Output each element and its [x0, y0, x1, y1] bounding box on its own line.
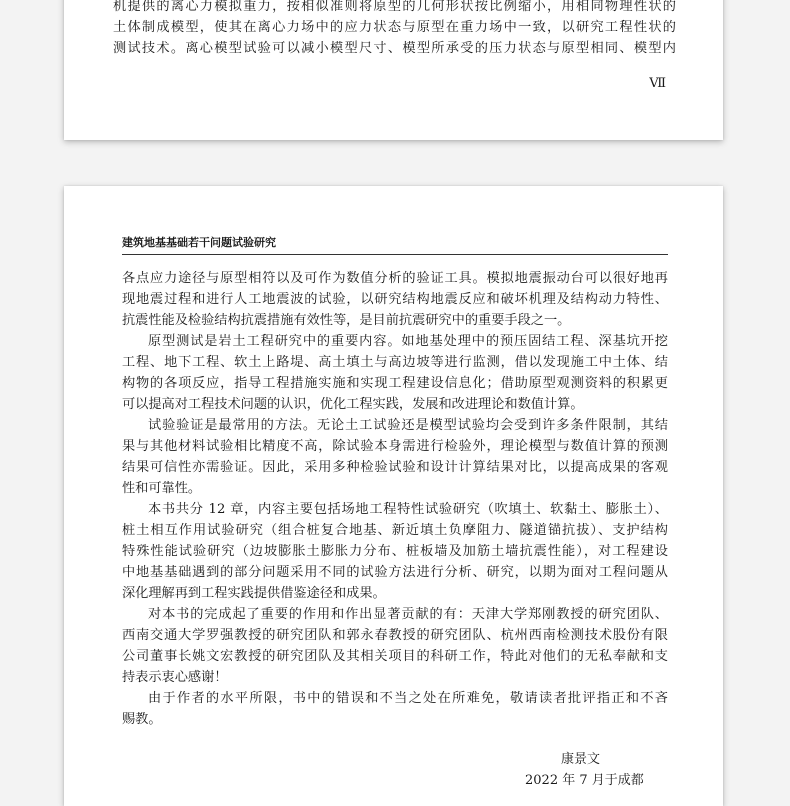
text-line: 构物的各项反应，指导工程措施实施和实现工程建设信息化；借助原型观测资料的积累更	[122, 376, 668, 391]
text-line: 对本书的完成起了重要的作用和作出显著贡献的有：天津大学郑刚教授的研究团队、	[148, 607, 668, 622]
text-line: 深化理解再到工程实践提供借鉴途径和成果。	[122, 586, 386, 601]
text-line: 持表示衷心感谢！	[122, 670, 228, 685]
text-line: 果与其他材料试验相比精度不高，除试验本身需进行检验外，理论模型与数值计算的预测	[122, 439, 668, 454]
text-line: 工程、地下工程、软土上路堤、高土填土与高边坡等进行监测，借以发现施工中土体、结	[122, 355, 668, 370]
text-line: 结果可信性亦需验证。因此，采用多种检验试验和设计计算结果对比，以提高成果的客观	[122, 460, 668, 475]
text-line: 西南交通大学罗强教授的研究团队和郭永春教授的研究团队、杭州西南检测技术股份有限	[122, 628, 668, 643]
text-line: 抗震性能及检验结构抗震措施有效性等，是目前抗震研究中的重要手段之一。	[122, 313, 571, 328]
text-line: 机提供的离心力模拟重力，按相似准则将原型的几何形状按比例缩小，用相同物理性状的	[113, 0, 676, 14]
text-line: 本书共分 12 章，内容主要包括场地工程特性试验研究（吹填土、软黏土、膨胀土）、	[148, 502, 668, 517]
text-line: 可以提高对工程技术问题的认识，优化工程实践，发展和改进理论和数值计算。	[122, 397, 584, 412]
text-line: 各点应力途径与原型相符以及可作为数值分析的验证工具。模拟地震振动台可以很好地再	[122, 271, 668, 286]
text-line: 现地震过程和进行人工地震波的试验，以研究结构地震反应和破坏机理及结构动力特性、	[122, 292, 668, 307]
previous-page-text	[113, 0, 676, 59]
text-line: 性和可靠性。	[122, 481, 202, 496]
text-line: 由于作者的水平所限，书中的错误和不当之处在所难免，敬请读者批评指正和不吝	[148, 691, 668, 706]
signature-date: 2022 年 7 月于成都	[525, 773, 644, 788]
text-line: 土体制成模型，使其在离心力场中的应力状态与原型在重力场中一致，以研究工程性状的	[113, 20, 676, 35]
text-line: 测试技术。离心模型试验可以减小模型尺寸、模型所承受的压力状态与原型相同、模型内	[113, 41, 676, 56]
text-line: 赐教。	[122, 712, 162, 727]
running-head: 建筑地基基础若干问题试验研究	[122, 234, 668, 255]
author-signature: 康景文	[561, 752, 601, 767]
page-body	[122, 268, 668, 730]
current-page	[64, 186, 723, 806]
text-line: 桩土相互作用试验研究（组合桩复合地基、新近填土负摩阻力、隧道锚抗拔）、支护结构	[122, 523, 668, 538]
text-line: 特殊性能试验研究（边坡膨胀土膨胀力分布、桩板墙及加筋土墙抗震性能），对工程建设	[122, 544, 668, 559]
text-line: 中地基基础遇到的部分问题采用不同的试验方法进行分析、研究，以期为面对工程问题从	[122, 565, 668, 580]
page-number: Ⅶ	[649, 76, 667, 91]
text-line: 试验验证是最常用的方法。无论土工试验还是模型试验均会受到许多条件限制，其结	[148, 418, 668, 433]
text-line: 原型测试是岩土工程研究中的重要内容。如地基处理中的预压固结工程、深基坑开挖	[148, 334, 668, 349]
previous-page	[64, 0, 723, 140]
text-line: 公司董事长姚文宏教授的研究团队及其相关项目的科研工作，特此对他们的无私奉献和支	[122, 649, 668, 664]
